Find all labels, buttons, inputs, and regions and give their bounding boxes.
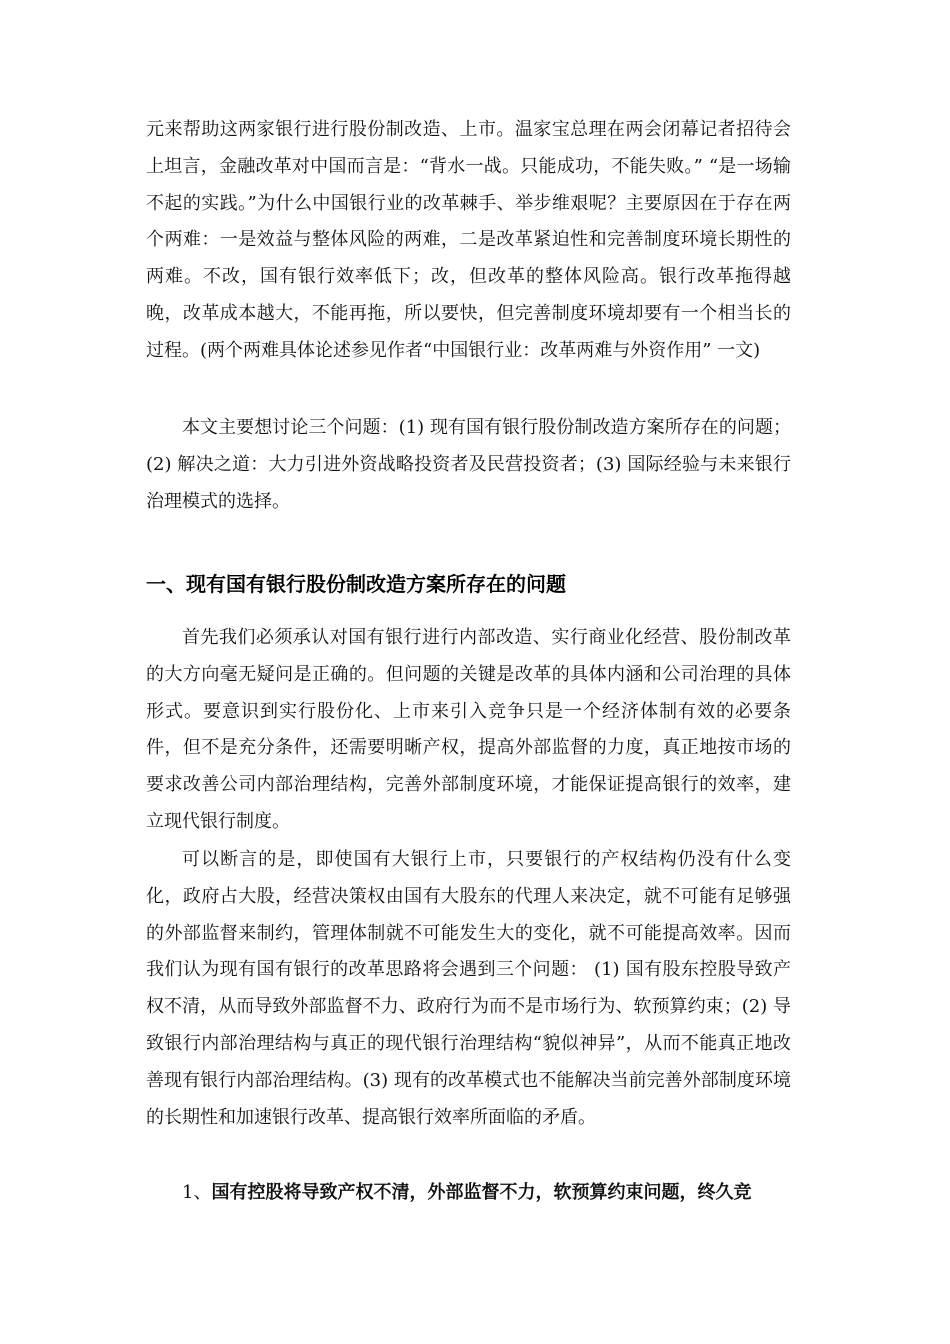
body-paragraph: 本文主要想讨论三个问题：(1) 现有国有银行股份制改造方案所存在的问题；(2) 解决之道：大力引进外资战略投资者及民营投资者；(3) 国际经验与未来银行治理模式的选择。 <box>146 417 791 512</box>
subsection-heading <box>146 1175 791 1215</box>
subsection-title: 国有控股将导致产权不清，外部监督不力，软预算约束问题，终久竞 <box>211 1182 752 1203</box>
body-paragraph: 元来帮助这两家银行进行股份制改造、上市。温家宝总理在两会闭幕记者招待会上坦言，金融改革对中国而言是：“背水一战。只能成功，不能失败。” “是一场输不起的实践。”为什么中国银行业的改革棘手、举步维艰呢？主要原因在于存在两个两难：一是效益与整体风险的两难，二是改革紧迫性和完善制度环境长期性的两难。不改，国有银行效率低下；改，但改革的整体风险高。银行改革拖得越晚，改革成本越大，不能再拖，所以要快，但完善制度环境却要有一个相当长的过程。(两个两难具体论述参见作者“中国银行业：改革两难与外资作用” 一文) <box>146 119 791 361</box>
body-paragraph: 首先我们必须承认对国有银行进行内部改造、实行商业化经营、股份制改革的大方向毫无疑问是正确的。但问题的关键是改革的具体内涵和公司治理的具体形式。要意识到实行股份化、上市来引入竞争只是一个经济体制有效的必要条件，但不是充分条件，还需要明晰产权，提高外部监督的力度，真正地按市场的要求改善公司内部治理结构，完善外部制度环境，才能保证提高银行的效率，建立现代银行制度。 <box>146 627 791 832</box>
section-heading: 一、现有国有银行股份制改造方案所存在的问题 <box>146 572 566 596</box>
subsection-number: 1、 <box>182 1182 212 1203</box>
body-paragraph: 可以断言的是，即使国有大银行上市，只要银行的产权结构仍没有什么变化，政府占大股，经营决策权由国有大股东的代理人来决定，就不可能有足够强的外部监督来制约，管理体制就不可能发生大的变化，就不可能提高效率。因而我们认为现有国有银行的改革思路将会遇到三个问题： (1) 国有股东控股导致产权不清，从而导致外部监督不力、政府行为而不是市场行为、软预算约束；(2) 导致银行内部治理结构与真正的现代银行治理结构“貌似神异”，从而不能真正地改善现有银行内部治理结构。(3) 现有的改革模式也不能解决当前完善外部制度环境的长期性和加速银行改革、提高银行效率所面临的矛盾。 <box>146 849 791 1128</box>
